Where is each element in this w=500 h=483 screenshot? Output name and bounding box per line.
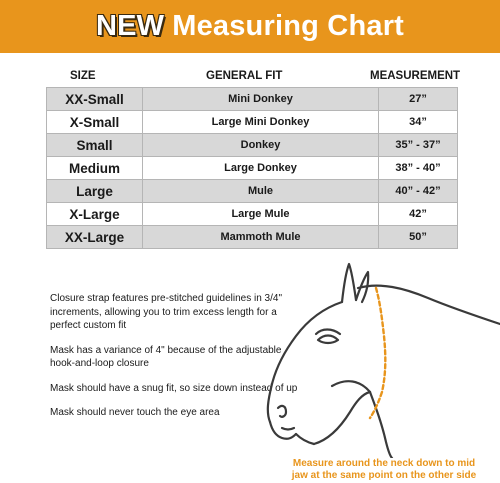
title-main-label: Measuring Chart [172, 10, 405, 42]
note-eye-area: Mask should never touch the eye area [50, 407, 220, 418]
header-measurement: MEASUREMENT [370, 70, 461, 82]
note-closure-strap: Closure strap features pre-stitched guidelines in 3/4" increments, allowing you to trim excess length for a perfect custom fit [50, 293, 283, 331]
size-cell: Medium [47, 157, 143, 180]
mule-head-outline-icon [258, 258, 500, 458]
table-row [47, 134, 458, 157]
size-cell: XX-Large [47, 226, 143, 249]
size-cell: Large [47, 180, 143, 203]
caption-line-2: jaw at the same point on the other side [291, 470, 477, 481]
table-row [47, 180, 458, 203]
fit-cell: Mammoth Mule [143, 226, 379, 249]
fit-cell: Large Mule [143, 203, 379, 226]
caption-line-1: Measure around the neck down to mid [292, 458, 476, 469]
fit-cell: Mule [143, 180, 379, 203]
measurement-cell: 34” [379, 111, 458, 134]
size-cell: Small [47, 134, 143, 157]
fit-cell: Donkey [143, 134, 379, 157]
fit-cell: Large Donkey [143, 157, 379, 180]
table-row [47, 111, 458, 134]
table-row [47, 226, 458, 249]
size-chart-table [46, 87, 458, 249]
fit-cell: Large Mini Donkey [143, 111, 379, 134]
fit-cell: Mini Donkey [143, 88, 379, 111]
measurement-cell: 38” - 40” [379, 157, 458, 180]
measurement-cell: 27” [379, 88, 458, 111]
note-variance: Mask has a variance of 4" because of the adjustable hook-and-loop closure [50, 344, 282, 369]
page-title [96, 10, 404, 43]
note-snug-fit: Mask should have a snug fit, so size down instead of up [50, 382, 298, 394]
table-row [47, 88, 458, 111]
title-banner [0, 0, 500, 53]
table-column-headers [0, 70, 500, 86]
title-new-label: NEW [95, 10, 165, 42]
measurement-cell: 35” - 37” [379, 134, 458, 157]
measurement-cell: 42” [379, 203, 458, 226]
measurement-cell: 40” - 42” [379, 180, 458, 203]
size-cell: X-Large [47, 203, 143, 226]
measure-instructions [268, 458, 500, 482]
table-row [47, 203, 458, 226]
header-general-fit: GENERAL FIT [206, 70, 283, 82]
size-cell: X-Small [47, 111, 143, 134]
header-size: SIZE [70, 70, 96, 82]
table-row [47, 157, 458, 180]
measurement-cell: 50” [379, 226, 458, 249]
size-cell: XX-Small [47, 88, 143, 111]
